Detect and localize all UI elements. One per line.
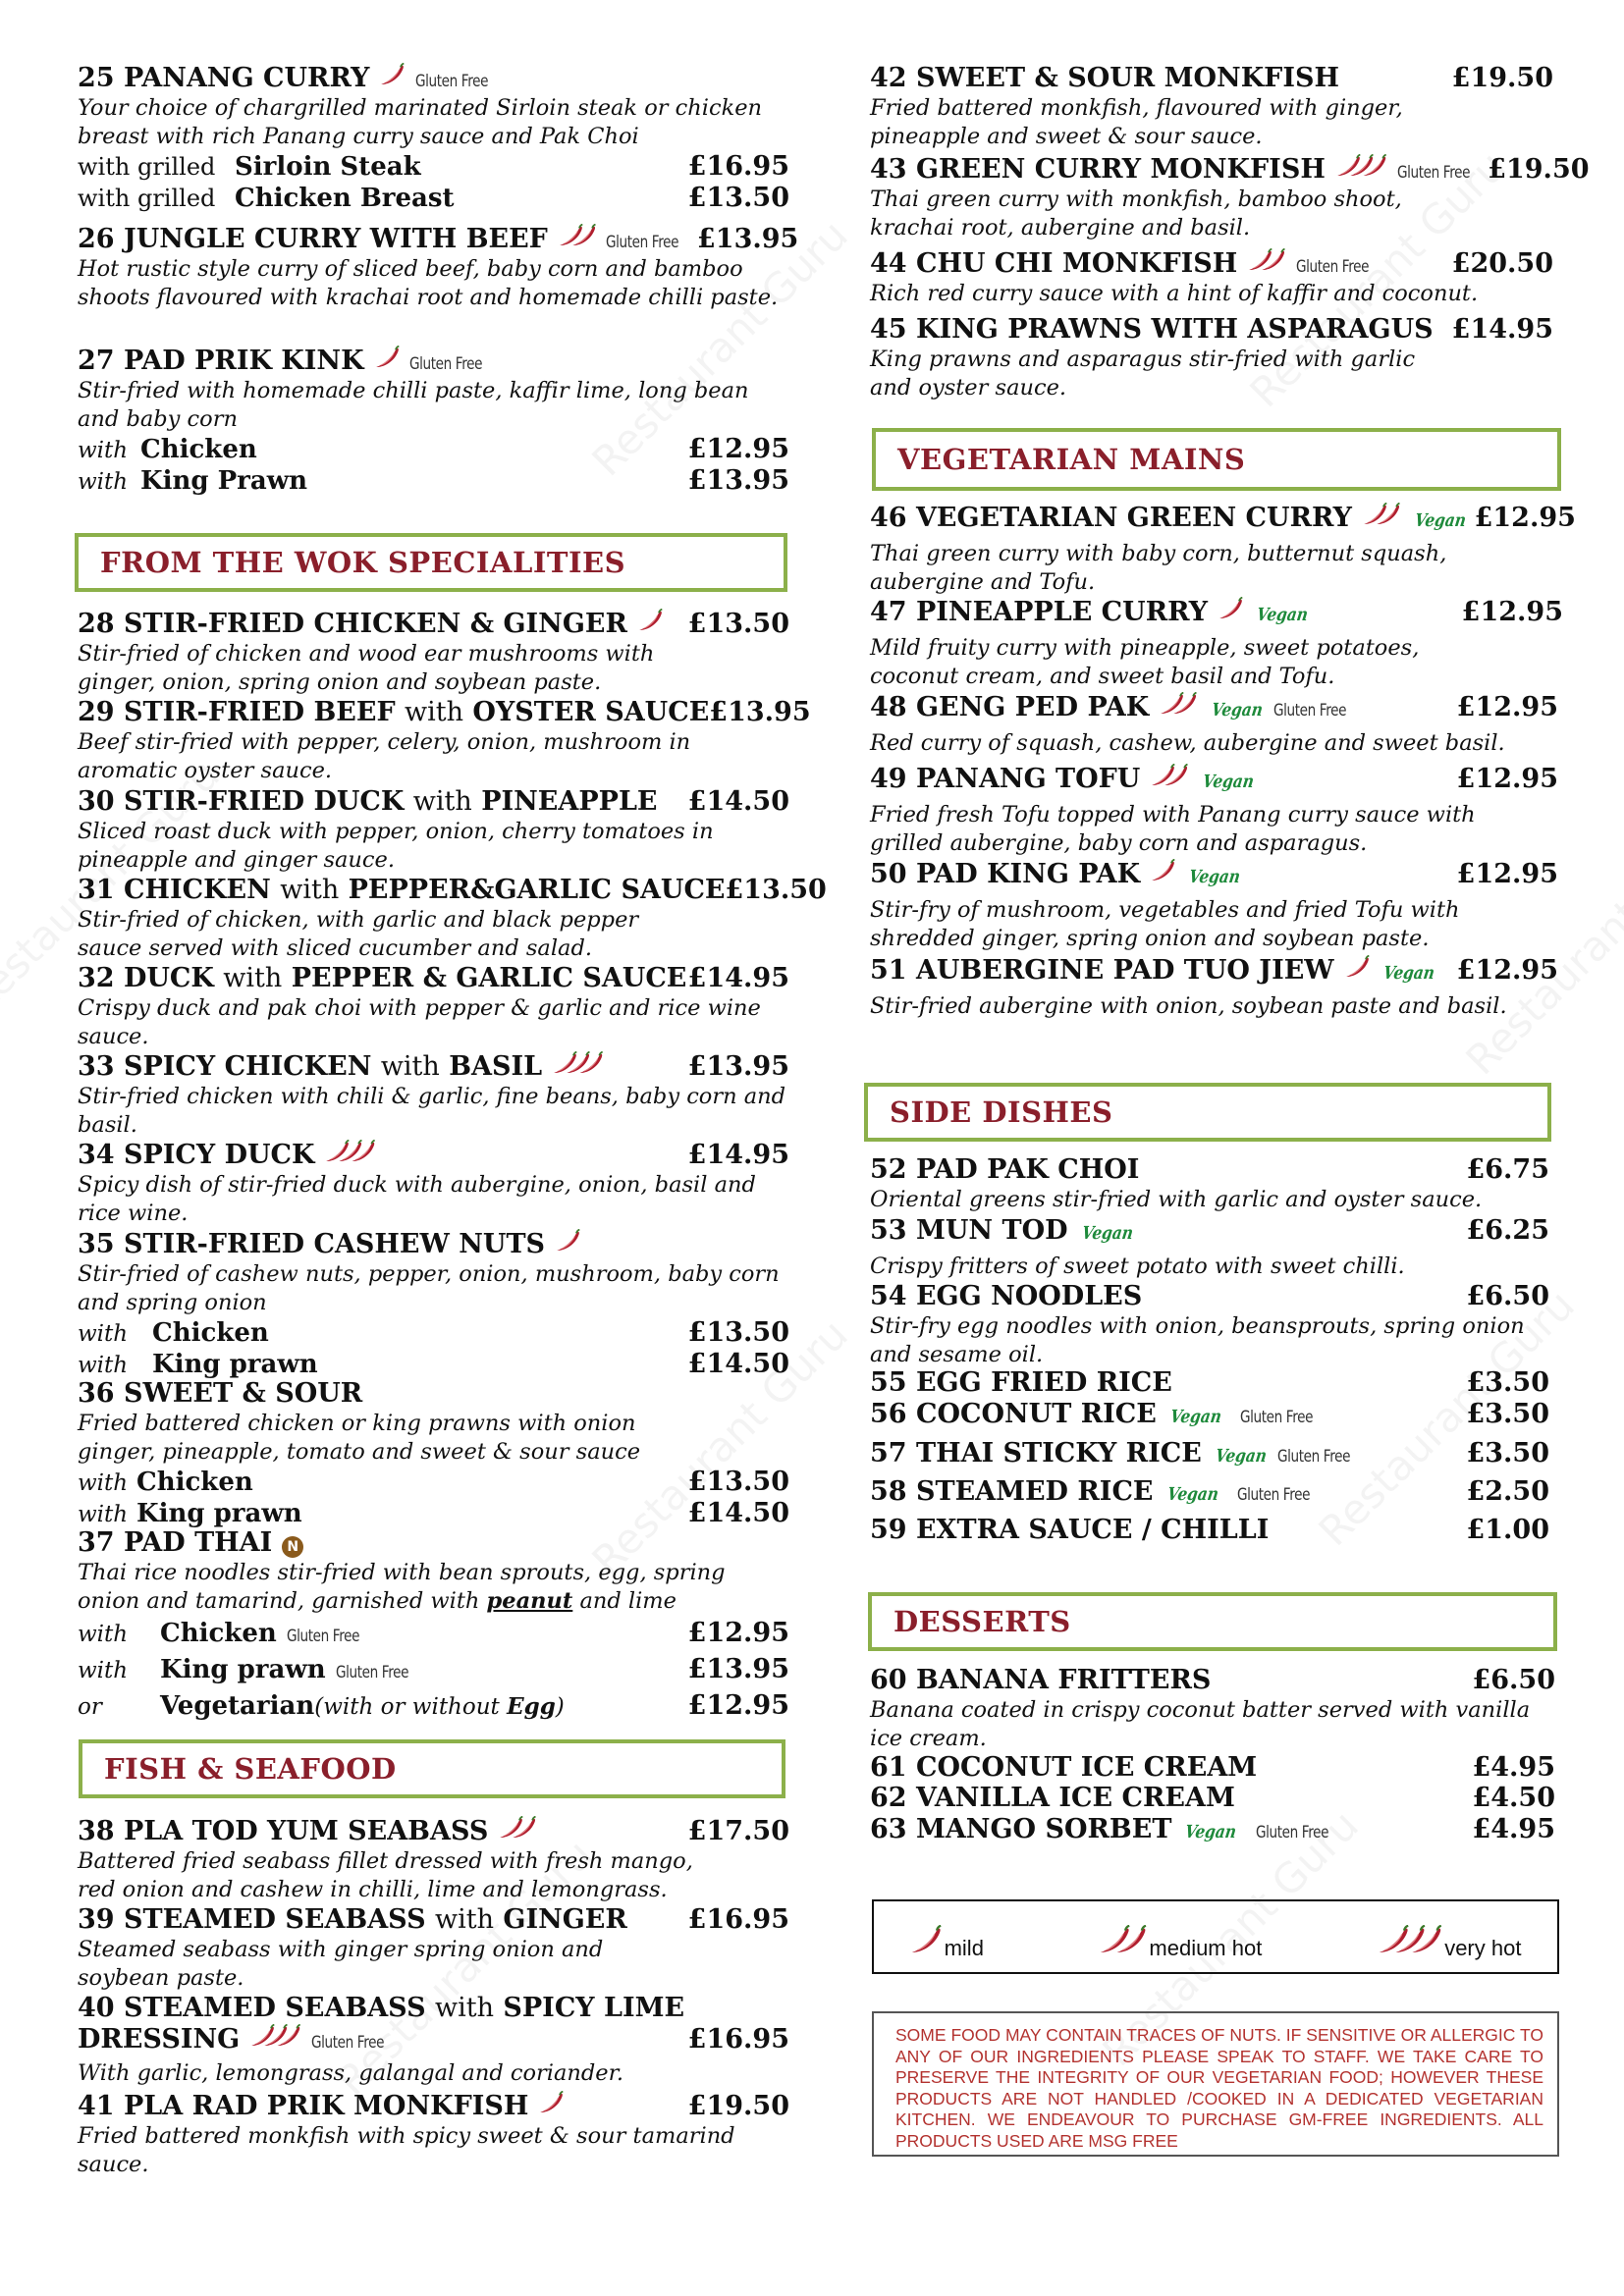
menu-item-55 [870, 1367, 1563, 1399]
item-price: £3.50 [1466, 1399, 1549, 1429]
vegan-tag: Vegan [1183, 1822, 1238, 1842]
item-price: £19.50 [687, 2091, 789, 2122]
chilli-icon [538, 2091, 564, 2118]
vegan-tag: Vegan [1201, 772, 1256, 793]
item-title: 38 PLA TOD YUM SEABASS [78, 1816, 489, 1847]
item-price: £6.50 [1472, 1665, 1555, 1695]
option-price: £14.50 [687, 1349, 789, 1380]
item-price: £16.95 [687, 2024, 789, 2056]
item-price: £4.95 [1472, 1814, 1555, 1844]
item-description: Stir-fry egg noodles with onion, beansprouts, spring onion and sesame oil. [870, 1313, 1525, 1367]
item-price: £14.95 [687, 963, 789, 993]
menu-item-39 [78, 1904, 789, 1993]
section-title: VEGETARIAN MAINS [897, 443, 1246, 476]
item-description: Beef stir-fried with pepper, celery, onion, mushroom in aromatic oyster sauce. [78, 729, 691, 783]
section-heading-desserts [868, 1592, 1557, 1651]
item-title: 41 PLA RAD PRIK MONKFISH [78, 2091, 529, 2122]
gluten-free-tag: Gluten Free [1272, 701, 1346, 721]
menu-item-40 [78, 1993, 789, 2088]
legend-label: medium hot [1149, 1935, 1263, 1960]
option-name: King prawn [160, 1655, 326, 1684]
option-price: £12.95 [687, 1618, 789, 1648]
menu-item-30 [78, 786, 789, 875]
option-price: £13.95 [687, 1654, 789, 1684]
item-description: Your choice of chargrilled marinated Sirloin steak or chicken breast with rich Panang curry sauce and Pak Choi [78, 95, 763, 150]
menu-item-25 [78, 63, 789, 214]
item-price: £6.75 [1466, 1154, 1549, 1185]
vegan-tag: Vegan [1255, 605, 1310, 626]
item-title-end: SPICY LIME [493, 1993, 685, 2023]
item-description: Stir-fried of chicken, with garlic and black pepper sauce served with sliced cucumber and salad. [78, 907, 639, 961]
menu-item-37 [78, 1527, 789, 1722]
item-title: 58 STEAMED RICE [870, 1476, 1154, 1507]
item-description: Crispy fritters of sweet potato with sweet chilli. [870, 1254, 1405, 1279]
chilli-icon [558, 224, 597, 251]
chilli-icon [374, 346, 400, 373]
item-title: 27 PAD PRIK KINK [78, 346, 364, 377]
item-price: £12.95 [1456, 764, 1558, 795]
menu-item-61 [870, 1752, 1563, 1784]
item-description: Fried battered monkfish with spicy sweet & sour tamarind sauce. [78, 2123, 735, 2178]
menu-item-41 [78, 2091, 789, 2179]
menu-item-53 [870, 1215, 1563, 1281]
item-description: Stir-fried of cashew nuts, pepper, onion, mushroom, baby corn and spring onion [78, 1261, 780, 1316]
vegan-tag: Vegan [1210, 700, 1265, 721]
section-heading-fish [79, 1739, 785, 1798]
menu-item-52 [870, 1154, 1563, 1214]
item-title: 49 PANANG TOFU [870, 764, 1141, 795]
item-title-end: PEPPER & GARLIC SAUCE [282, 963, 687, 993]
menu-item-44 [870, 248, 1563, 308]
item-title-line2: DRESSING [78, 2024, 241, 2056]
chilli-icon [249, 2024, 301, 2052]
gluten-free-tag: Gluten Free [311, 2033, 385, 2054]
vegan-tag: Vegan [1214, 1446, 1269, 1467]
item-title-with: with [223, 963, 283, 993]
item-title: 40 STEAMED SEABASS [78, 1993, 435, 2023]
option-prefix: with grilled [78, 153, 216, 182]
item-description: Rich red curry sauce with a hint of kaffir and coconut. [870, 281, 1479, 307]
item-description: Crispy duck and pak choi with pepper & garlic and rice wine sauce. [78, 995, 761, 1049]
gluten-free-tag: Gluten Free [1236, 1485, 1310, 1505]
chilli-icon [1218, 597, 1243, 624]
gluten-free-tag: Gluten Free [335, 1663, 408, 1682]
chilli-icon [324, 1140, 376, 1167]
item-description: Spicy dish of stir-fried duck with aubergine, onion, basil and rice wine. [78, 1172, 756, 1227]
menu-item-57 [870, 1438, 1563, 1469]
menu-item-36 [78, 1378, 789, 1529]
chilli-icon [1098, 1925, 1147, 1961]
item-price: £13.50 [725, 875, 827, 905]
item-price: £14.50 [687, 786, 789, 817]
item-title-end: PINEAPPLE [471, 786, 658, 817]
item-title: 42 SWEET & SOUR MONKFISH [870, 63, 1339, 93]
item-price: £13.50 [687, 609, 789, 640]
item-description: Stir-fry of mushroom, vegetables and fried Tofu with shredded ginger, spring onion and soybean paste. [870, 897, 1460, 952]
item-price: £14.95 [687, 1140, 789, 1171]
item-description [78, 1559, 789, 1616]
item-title: 32 DUCK [78, 963, 224, 993]
section-title: FROM THE WOK SPECIALITIES [100, 546, 626, 579]
item-description: Fried battered monkfish, flavoured with ginger, pineapple and sweet & sour sauce. [870, 95, 1403, 149]
menu-item-38 [78, 1816, 789, 1904]
item-description: Banana coated in crispy coconut batter served with vanilla ice cream. [870, 1697, 1531, 1751]
option-name: Chicken [160, 1619, 277, 1648]
item-title-end: OYSTER SAUCE [463, 697, 710, 727]
vegan-tag: Vegan [1381, 963, 1436, 985]
item-description: Fried fresh Tofu topped with Panang curry sauce with grilled aubergine, baby corn and asparagus. [870, 802, 1476, 857]
menu-item-62 [870, 1783, 1563, 1814]
section-title: SIDE DISHES [890, 1095, 1113, 1129]
chilli-icon [1335, 154, 1387, 182]
item-description: With garlic, lemongrass, galangal and coriander. [78, 2060, 624, 2087]
section-heading-vegetarian [872, 428, 1561, 491]
chilli-icon [1159, 692, 1198, 720]
option-prefix: with [78, 1658, 129, 1683]
option-note-egg: Egg [507, 1693, 556, 1720]
chilli-icon [909, 1925, 943, 1961]
item-price: £20.50 [1451, 248, 1553, 280]
item-title: 25 PANANG CURRY [78, 63, 370, 94]
item-title-end: BASIL [439, 1051, 543, 1083]
item-title-with: with [280, 875, 340, 905]
item-title: 35 STIR-FRIED CASHEW NUTS [78, 1229, 546, 1260]
item-price: £13.95 [709, 697, 811, 727]
gluten-free-tag: Gluten Free [1239, 1408, 1314, 1427]
chilli-icon [1150, 859, 1175, 886]
gluten-free-tag: Gluten Free [606, 233, 679, 253]
section-heading-wok [75, 533, 787, 592]
vegan-tag: Vegan [1168, 1407, 1223, 1427]
legend-medium [1098, 1925, 1262, 1961]
option-name: Sirloin Steak [235, 152, 421, 183]
item-title: 56 COCONUT RICE [870, 1399, 1157, 1429]
item-price: £12.95 [1456, 859, 1558, 890]
allergy-notice: SOME FOOD MAY CONTAIN TRACES OF NUTS. IF SENSITIVE OR ALLERGIC TO ANY OF OUR INGREDIENTS PLEASE SPEAK TO STAFF. WE TAKE CARE TO PRESERVE THE INTEGRITY OF OUR VEGETARIAN FOOD; HOWEVER THESE PRODUCTS ARE NOT HANDLED /COOKED IN A DEDICATED VEGETARIAN KITCHEN. WE ENDEAVOUR TO PURCHASE GM-FREE INGREDIENTS. ALL PRODUCTS USED ARE MSG FREE [872, 2011, 1559, 2157]
chilli-icon [1377, 1925, 1442, 1961]
item-price: £6.25 [1466, 1215, 1549, 1246]
menu-item-58 [870, 1476, 1563, 1508]
item-price: £19.50 [1488, 154, 1590, 186]
menu-item-50 [870, 859, 1563, 953]
menu-item-29 [78, 697, 811, 785]
menu-item-27 [78, 346, 789, 497]
option-price: £13.50 [687, 183, 789, 214]
item-price: £3.50 [1466, 1367, 1549, 1398]
vegan-tag: Vegan [1080, 1223, 1134, 1244]
section-heading-side-dishes [864, 1083, 1551, 1142]
option-price: £14.50 [687, 1498, 789, 1528]
vegan-tag: Vegan [1165, 1484, 1219, 1505]
item-description: Oriental greens stir-fried with garlic and oyster sauce. [870, 1187, 1483, 1212]
item-title-with: with [434, 1993, 494, 2023]
desc-part: Thai rice noodles stir-fried with bean sprouts, egg, spring onion and tamarind, garnished with [78, 1560, 726, 1614]
item-title: 33 SPICY CHICKEN [78, 1051, 381, 1083]
chilli-icon [637, 609, 663, 636]
item-title-with: with [380, 1051, 440, 1083]
option-price: £13.50 [687, 1317, 789, 1349]
item-price: £2.50 [1466, 1476, 1549, 1507]
menu-item-60 [870, 1665, 1563, 1753]
legend-label: mild [944, 1935, 984, 1960]
menu-item-32 [78, 963, 789, 1051]
item-title: 43 GREEN CURRY MONKFISH [870, 154, 1326, 186]
item-price: £4.50 [1472, 1783, 1555, 1813]
item-price: £19.50 [1451, 63, 1553, 93]
item-description: Battered fried seabass fillet dressed with fresh mango, red onion and cashew in chilli, lime and lemongrass. [78, 1848, 693, 1903]
gluten-free-tag: Gluten Free [414, 72, 488, 92]
option-name: King prawn [136, 1499, 302, 1528]
item-title-with: with [434, 1904, 494, 1935]
vegan-tag: Vegan [1187, 867, 1242, 888]
menu-item-28 [78, 609, 789, 697]
item-title: 39 STEAMED SEABASS [78, 1904, 435, 1935]
gluten-free-tag: Gluten Free [286, 1627, 359, 1646]
item-price: £3.50 [1466, 1438, 1549, 1468]
option-prefix: with [78, 1622, 129, 1647]
item-title: 26 JUNGLE CURRY WITH BEEF [78, 224, 548, 255]
option-name: King Prawn [140, 466, 307, 497]
item-title: 60 BANANA FRITTERS [870, 1665, 1212, 1695]
legend-label: very hot [1444, 1935, 1522, 1960]
menu-item-46 [870, 503, 1576, 597]
option-name: Chicken [140, 435, 257, 465]
option-price: £16.95 [687, 151, 789, 183]
option-prefix: with [78, 1353, 129, 1379]
item-title: 63 MANGO SORBET [870, 1814, 1172, 1844]
option-price: £12.95 [687, 434, 789, 465]
item-description: Stir-fried with homemade chilli paste, kaffir lime, long bean and baby corn [78, 378, 749, 433]
option-note: (with or without [314, 1694, 508, 1720]
item-title-with: with [405, 697, 464, 727]
item-title: 31 CHICKEN [78, 875, 281, 905]
item-description: Stir-fried aubergine with onion, soybean paste and basil. [870, 993, 1507, 1020]
menu-item-43 [870, 154, 1590, 242]
item-title: 46 VEGETARIAN GREEN CURRY [870, 503, 1352, 534]
legend-very-hot [1377, 1925, 1521, 1961]
section-title: FISH & SEAFOOD [104, 1752, 397, 1786]
item-price: £12.95 [1461, 597, 1563, 628]
item-description: Steamed seabass with ginger spring onion and soybean paste. [78, 1937, 604, 1991]
item-description: Sliced roast duck with pepper, onion, cherry tomatoes in pineapple and ginger sauce. [78, 819, 714, 873]
menu-item-63 [870, 1814, 1563, 1845]
option-note: ) [555, 1694, 565, 1720]
gluten-free-tag: Gluten Free [1276, 1447, 1350, 1467]
item-price: £12.95 [1456, 692, 1558, 723]
menu-item-54 [870, 1281, 1563, 1369]
item-price: £17.50 [687, 1816, 789, 1847]
item-title: 45 KING PRAWNS WITH ASPARAGUS [870, 314, 1434, 345]
item-title: 28 STIR-FRIED CHICKEN & GINGER [78, 609, 627, 640]
option-prefix: with grilled [78, 185, 216, 213]
section-title: DESSERTS [893, 1605, 1071, 1638]
item-price: £13.95 [687, 1051, 789, 1083]
menu-item-48 [870, 692, 1563, 758]
gluten-free-tag: Gluten Free [1396, 163, 1470, 184]
item-title: 47 PINEAPPLE CURRY [870, 597, 1209, 628]
option-prefix: with [78, 1321, 129, 1348]
item-description: Thai green curry with baby corn, butternut squash, aubergine and Tofu. [870, 541, 1447, 596]
gluten-free-tag: Gluten Free [408, 354, 483, 375]
item-title: 53 MUN TOD [870, 1215, 1068, 1246]
option-price: £13.50 [687, 1467, 789, 1497]
chilli-icon [555, 1229, 580, 1256]
item-description: Stir-fried chicken with chili & garlic, fine beans, baby corn and basil. [78, 1084, 786, 1139]
item-title: 55 EGG FRIED RICE [870, 1367, 1172, 1398]
item-title-end: GINGER [493, 1904, 627, 1935]
menu-item-47 [870, 597, 1563, 691]
item-title: 62 VANILLA ICE CREAM [870, 1783, 1235, 1813]
menu-item-26 [78, 224, 799, 312]
item-title: 59 EXTRA SAUCE / CHILLI [870, 1515, 1270, 1545]
vegan-tag: Vegan [1413, 510, 1467, 532]
item-price: £13.95 [697, 224, 799, 255]
menu-item-49 [870, 764, 1563, 858]
option-name: Vegetarian [160, 1691, 315, 1721]
gluten-free-tag: Gluten Free [1295, 257, 1369, 278]
item-title: 44 CHU CHI MONKFISH [870, 248, 1238, 280]
menu-item-34 [78, 1140, 789, 1228]
nut-badge-icon: N [282, 1536, 303, 1558]
menu-item-45 [870, 314, 1563, 402]
gluten-free-tag: Gluten Free [1255, 1823, 1328, 1842]
spice-legend [872, 1899, 1559, 1974]
item-description: King prawns and asparagus stir-fried with garlic and oyster sauce. [870, 347, 1416, 400]
option-name: King prawn [152, 1350, 318, 1380]
item-description: Thai green curry with monkfish, bamboo shoot, krachai root, aubergine and basil. [870, 187, 1402, 241]
item-description: Mild fruity curry with pineapple, sweet potatoes, coconut cream, and sweet basil and Tofu. [870, 635, 1420, 690]
item-description: Hot rustic style curry of sliced beef, baby corn and bamboo shoots flavoured with krachai root and homemade chilli paste. [78, 256, 779, 311]
item-title: 57 THAI STICKY RICE [870, 1438, 1202, 1468]
desc-part: and lime [572, 1588, 677, 1614]
item-title: 61 COCONUT ICE CREAM [870, 1752, 1258, 1783]
option-prefix: with [78, 1470, 129, 1496]
chilli-icon [379, 63, 405, 90]
item-title: 29 STIR-FRIED BEEF [78, 697, 406, 727]
item-title-with: with [412, 786, 472, 817]
option-prefix: or [78, 1694, 102, 1720]
menu-item-35 [78, 1229, 789, 1380]
item-title: 30 STIR-FRIED DUCK [78, 786, 413, 817]
item-title: 37 PAD THAI [78, 1527, 273, 1558]
menu-item-33 [78, 1051, 789, 1140]
item-price: £1.00 [1466, 1515, 1549, 1545]
option-price: £13.95 [687, 465, 789, 497]
option-name: Chicken [152, 1318, 269, 1349]
menu-item-31 [78, 875, 827, 963]
option-name: Chicken Breast [235, 184, 455, 214]
item-title: 54 EGG NOODLES [870, 1281, 1143, 1311]
item-description: Fried battered chicken or king prawns with onion ginger, pineapple, tomato and sweet & sour sauce [78, 1411, 641, 1465]
chilli-icon [498, 1816, 537, 1843]
item-title: 51 AUBERGINE PAD TUO JIEW [870, 955, 1334, 987]
chilli-icon [1344, 955, 1370, 983]
item-price: £14.95 [1451, 314, 1553, 345]
item-title: 52 PAD PAK CHOI [870, 1154, 1140, 1185]
peanut-warning: peanut [486, 1588, 573, 1614]
item-price: £12.95 [1474, 503, 1576, 534]
option-prefix: with [78, 1502, 129, 1527]
item-price: £16.95 [687, 1904, 789, 1935]
chilli-icon [552, 1051, 604, 1079]
item-title: 50 PAD KING PAK [870, 859, 1141, 890]
item-price: £4.95 [1472, 1752, 1555, 1783]
item-description: Red curry of squash, cashew, aubergine and sweet basil. [870, 730, 1505, 757]
chilli-icon [1150, 764, 1189, 791]
item-title: 48 GENG PED PAK [870, 692, 1150, 723]
chilli-icon [1362, 503, 1401, 530]
menu-item-42 [870, 63, 1563, 151]
item-title: 36 SWEET & SOUR [78, 1378, 363, 1409]
option-price: £12.95 [687, 1690, 789, 1721]
menu-item-51 [870, 955, 1563, 1021]
item-price: £6.50 [1466, 1281, 1549, 1311]
option-prefix: with [78, 469, 129, 496]
item-description: Stir-fried of chicken and wood ear mushrooms with ginger, onion, spring onion and soybean paste. [78, 641, 655, 696]
option-name: Chicken [136, 1468, 253, 1497]
legend-mild [909, 1925, 984, 1961]
item-price: £12.95 [1456, 955, 1558, 987]
menu-item-59 [870, 1515, 1563, 1546]
option-prefix: with [78, 438, 129, 464]
menu-item-56 [870, 1399, 1563, 1430]
item-title-end: PEPPER&GARLIC SAUCE [339, 875, 726, 905]
item-title: 34 SPICY DUCK [78, 1140, 315, 1171]
chilli-icon [1247, 248, 1286, 276]
